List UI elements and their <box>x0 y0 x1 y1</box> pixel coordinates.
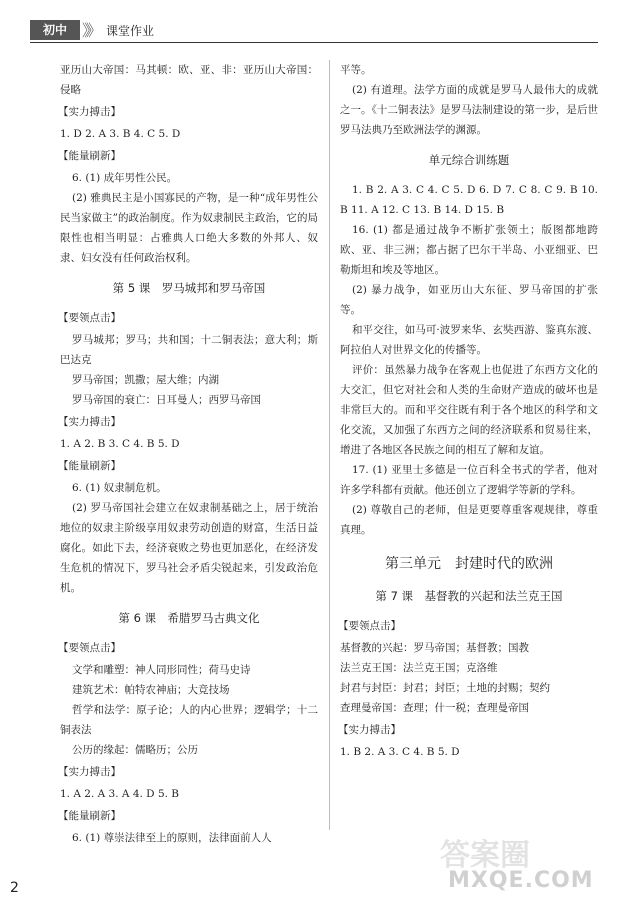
lesson-title: 第 5 课 罗马城邦和罗马帝国 <box>112 281 266 295</box>
text-paragraph: 16. (1) 都是通过战争不断扩张领土；版图都地跨欧、亚、非三洲；都占据了巴尔干半岛、小亚细亚、巴勒斯坦和埃及等地区。 <box>340 224 598 276</box>
watermark-logo: 答案圈 <box>440 838 530 873</box>
unit-title: 第三单元 封建时代的欧洲 <box>385 556 553 572</box>
text-line: 亚历山大帝国：马其顿：欧、亚、非：亚历山大帝国：侵略 <box>60 64 318 96</box>
text-line: 哲学和法学：原子论；人的内心世界；逻辑学；十二铜表法 <box>60 704 318 736</box>
answer-line: 1. B 2. A 3. C 4. C 5. D 6. D 7. C 8. C 9. B 10. B 11. A 12. C 13. B 14. D 15. B <box>340 184 598 216</box>
section-label: 【实力搏击】 <box>58 416 121 428</box>
answer-line: 1. A 2. A 3. A 4. D 5. B <box>60 788 180 800</box>
section-label: 【要领点击】 <box>58 642 121 654</box>
section-label: 【实力搏击】 <box>58 766 121 778</box>
answer-line: 1. D 2. A 3. B 4. C 5. D <box>60 128 181 140</box>
answer-line: 1. B 2. A 3. C 4. B 5. D <box>340 746 460 758</box>
text-line: 6. (1) 尊崇法律至上的原则，法律面前人人 <box>72 832 272 844</box>
left-column <box>60 60 318 848</box>
text-line: 罗马帝国；凯撒；屋大维；内湖 <box>72 374 219 386</box>
section-label: 【实力搏击】 <box>58 106 121 118</box>
text-paragraph: (2) 雅典民主是小国寡民的产物，是一种“成年男性公民当家做主”的政治制度。作为奴隶制民主政治，它的局限性也相当明显：占雅典人口绝大多数的外邦人、奴隶、妇女没有任何政治权利。 <box>60 192 318 264</box>
watermark-url: MXQE.COM <box>448 868 594 893</box>
text-line: 罗马帝国的衰亡：日耳曼人；西罗马帝国 <box>72 394 261 406</box>
text-paragraph: (2) 暴力战争，如亚历山大东征、罗马帝国的扩张等。 <box>340 284 598 316</box>
section-label: 【实力搏击】 <box>338 724 401 736</box>
text-line: 建筑艺术：帕特农神庙；大竞技场 <box>72 684 230 696</box>
lesson-title: 第 7 课 基督教的兴起和法兰克王国 <box>375 589 563 603</box>
text-paragraph: 17. (1) 亚里士多德是一位百科全书式的学者，他对许多学科都有贡献。他还创立了逻辑学等新的学科。 <box>340 464 598 496</box>
text-paragraph: (2) 尊敬自己的老师，但是更要尊重客观规律，尊重真理。 <box>340 504 598 536</box>
unit-exercise-title: 单元综合训练题 <box>428 153 510 167</box>
page-header <box>30 20 598 42</box>
text-line: 6. (1) 成年男性公民。 <box>72 172 178 184</box>
column-divider <box>329 60 330 830</box>
section-label: 【能量刷新】 <box>58 810 121 822</box>
answer-line: 1. A 2. B 3. C 4. B 5. D <box>60 438 180 450</box>
text-paragraph: 评价：虽然暴力战争在客观上也促进了东西方文化的大交汇，但它对社会和人类的生命财产造成的破坏也是非常巨大的。而和平交往既有利于各个地区的科学和文化交流，又加强了东西方之间的经济联系和贸易往来，增进了各地区各民族之间的相互了解和友谊。 <box>340 364 598 456</box>
text-line: 罗马城邦；罗马；共和国；十二铜表法；意大利；斯巴达克 <box>60 334 318 366</box>
text-paragraph: 和平交往，如马可·波罗来华、玄奘西游、鉴真东渡、阿拉伯人对世界文化的传播等。 <box>340 324 598 356</box>
text-line: 平等。 <box>340 64 372 76</box>
text-line: 封君与封臣：封君；封臣；土地的封赐；契约 <box>340 682 550 694</box>
text-line: 法兰克王国：法兰克王国；克洛维 <box>340 662 498 674</box>
text-line: 文学和雕塑：神人同形同性；荷马史诗 <box>72 664 251 676</box>
double-chevron-icon: 》》 <box>82 21 99 40</box>
text-paragraph: (2) 有道理。法学方面的成就是罗马人最伟大的成就之一。《十二铜表法》是罗马法制建设的第一步，是后世罗马法典乃至欧洲法学的渊源。 <box>340 84 598 136</box>
section-label: 【能量刷新】 <box>58 460 121 472</box>
page-number: 2 <box>10 880 19 896</box>
right-column <box>340 60 598 762</box>
text-line: 公历的缘起：儒略历；公历 <box>72 744 198 756</box>
section-label: 【能量刷新】 <box>58 150 121 162</box>
text-line: 基督教的兴起：罗马帝国；基督教；国教 <box>340 642 529 654</box>
header-subtitle: 课堂作业 <box>106 24 155 38</box>
section-label: 【要领点击】 <box>58 312 121 324</box>
lesson-title: 第 6 课 希腊罗马古典文化 <box>118 611 260 625</box>
grade-tag: 初中 <box>30 20 80 40</box>
section-label: 【要领点击】 <box>338 620 401 632</box>
header-rule <box>30 42 598 43</box>
text-line: 6. (1) 奴隶制危机。 <box>72 482 167 494</box>
text-line: 查理曼帝国：查理；什一税；查理曼帝国 <box>340 702 529 714</box>
text-paragraph: (2) 罗马帝国社会建立在奴隶制基础之上，居于统治地位的奴隶主阶级享用奴隶劳动创造的财富，生活日益腐化。如此下去，经济衰败之势也更加恶化，在经济发生危机的情况下，罗马社会矛盾尖锐起来，引发政治危机。 <box>60 502 318 594</box>
